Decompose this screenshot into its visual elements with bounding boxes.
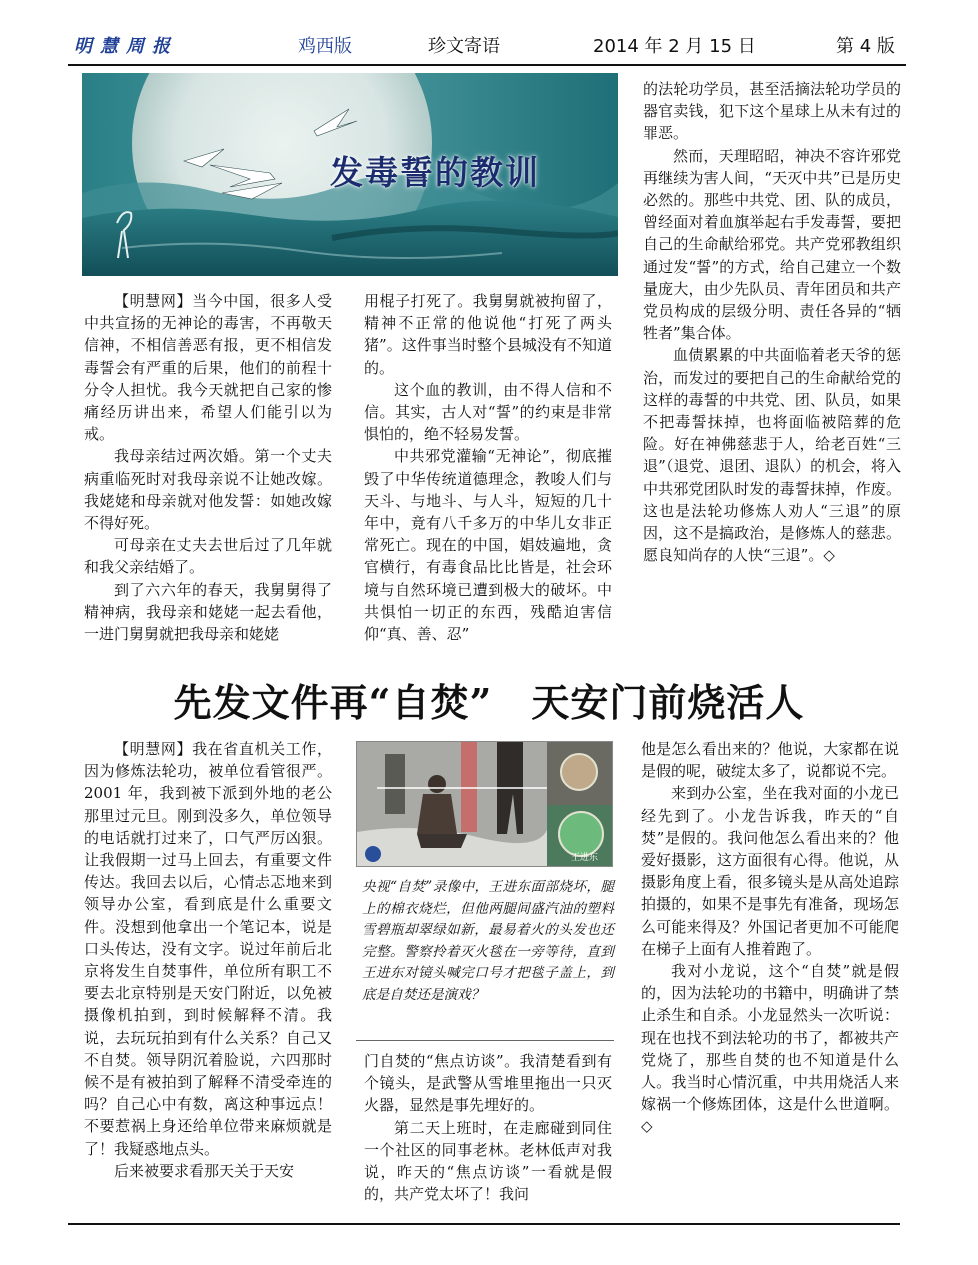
paragraph: 第二天上班时，在走廊碰到同住一个社区的同事老林。老林低声对我说，昨天的“焦点访谈”一看就是假的，共产党太坏了！我问 (364, 1118, 612, 1204)
article2-column-2 (364, 1050, 612, 1205)
page-number: 第 4 版 (836, 36, 895, 57)
edition-label: 鸡西版 (298, 36, 352, 57)
paragraph: 的法轮功学员，甚至活摘法轮功学员的器官卖钱，犯下这个星球上从未有过的罪恶。 (643, 80, 901, 143)
issue-date: 2014 年 2 月 15 日 (593, 36, 756, 57)
section-label: 珍文寄语 (428, 36, 500, 57)
article1-column-3 (643, 78, 901, 566)
paragraph: 这个血的教训，由不得人信和不信。其实，古人对“誓”的约束是非常惧怕的，绝不轻易发誓。 (364, 380, 612, 444)
photo-caption: 央视“自焚”录像中，王进东面部烧坏，腿上的棉衣烧烂，但他两腿间盛汽油的塑料雪碧瓶却翠绿如新，最易着火的头发也还完整。警察拎着灭火毯在一旁等待，直到王进东对镜头喊完口号才把毯子盖上，到底是自焚还是演戏？ (362, 879, 614, 1003)
paragraph: 他是怎么看出来的？他说，大家都在说是假的呢，破绽太多了，说都说不完。 (641, 740, 899, 781)
paragraph: 中共邪党灌输“无神论”，彻底摧毁了中华传统道德理念，教唆人们与天斗、与地斗、与人斗，短短的几十年中，竟有八千多万的中华儿女非正常死亡。现在的中国，娼妓遍地，贪官横行，有毒食品比比皆是，社会环境与自然环境已遭到极大的破坏。中共惧怕一切正的东西，残酷迫害信仰“真、善、忍” (364, 447, 612, 644)
header-rule (68, 64, 906, 66)
newspaper-brand: 明慧周报 (74, 36, 178, 57)
footer-rule (68, 1223, 900, 1225)
paragraph: 【明慧网】我在省直机关工作，因为修炼法轮功，被单位看管很严。2001 年，我到被下派到外地的老公那里过元旦。刚到没多久，单位领导的电话就打过来了，口气严厉凶狠。让我假期一过马上回去，有重要文件传达。我回去以后，心情忐忑地来到领导办公室，看到底是什么重要文件。没想到他拿出一个笔记本，说是口头传达，没有文字。说过年前后北京将发生自焚事件，单位所有职工不要去北京特别是天安门附近，以免被摄像机拍到，到时候解释不清。我说，去玩玩拍到有什么关系？自己又不自焚。领导阴沉着脸说，六四那时候不是有被拍到了解释不清受牵连的吗？自己心中有数，离这种事远点！不要惹祸上身还给单位带来麻烦就是了！我疑惑地点头。 (84, 740, 332, 1158)
paragraph: 我母亲结过两次婚。第一个丈夫病重临死时对我母亲说不让她改嫁。我姥姥和母亲就对他发誓：如她改嫁不得好死。 (84, 447, 332, 533)
article2-column-1 (84, 738, 332, 1182)
caption-divider (356, 1040, 614, 1041)
paragraph: 然而，天理昭昭，神决不容许邪党再继续为害人间，“天灭中共”已是历史必然的。那些中共党、团、队的成员，曾经面对着血旗举起右手发毒誓，要把自己的生命献给邪党。共产党邪教组织通过发“誓”的方式，给自己建立一个数量庞大，由少先队员、青年团员和共产党员构成的层级分明、责任各异的“牺牲者”集合体。 (643, 146, 901, 343)
newspaper-header (68, 30, 906, 64)
paragraph: 可母亲在丈夫去世后过了几年就和我父亲结婚了。 (84, 536, 332, 577)
paragraph: 到了六六年的春天，我舅舅得了精神病，我母亲和姥姥一起去看他，一进门舅舅就把我母亲和姥姥 (84, 580, 332, 644)
paragraph: 后来被要求看那天关于天安 (114, 1161, 295, 1180)
paragraph: 用棍子打死了。我舅舅就被拘留了，精神不正常的他说他“打死了两头猪”。这件事当时整个县城没有不知道的。 (364, 292, 612, 377)
article-banner-image (82, 73, 618, 276)
article2-column-3 (641, 738, 899, 1138)
article2-headline: 先发文件再“自焚” 天安门前烧活人 (173, 680, 805, 725)
photo-name-label: 王进东 (571, 853, 599, 863)
paragraph: 来到办公室，坐在我对面的小龙已经先到了。小龙告诉我，昨天的“自焚”是假的。我问他怎么看出来的？他爱好摄影，这方面很有心得。他说，从摄影角度上看，很多镜头是从高处追踪拍摄的，如果不是事先有准备，现场怎么可能来得及？外国记者更加不可能爬在梯子上面有人推着跑了。 (641, 784, 899, 958)
paragraph: 【明慧网】当今中国，很多人受中共宣扬的无神论的毒害，不再敬天信神，不相信善恶有报，更不相信发毒誓会有严重的后果，他们的前程十分令人担忧。我今天就把自己家的惨痛经历讲出来，希望人们能引以为戒。 (84, 292, 332, 444)
paragraph: 我对小龙说，这个“自焚”就是假的，因为法轮功的书籍中，明确讲了禁止杀生和自杀。小龙显然头一次听说：现在也找不到法轮功的书了，都被共产党烧了，那些自焚的也不知道是什么人。我当时心情沉重，中共用烧活人来嫁祸一个修炼团体，这是什么世道啊。◇ (641, 962, 899, 1136)
self-immolation-footage-still (357, 742, 613, 867)
paragraph: 血债累累的中共面临着老天爷的惩治，而发过的要把自己的生命献给党的这样的毒誓的中共党、团、队员，如果不把毒誓抹掉，也将面临被陪葬的危险。好在神佛慈悲于人，给老百姓“三退”（退党、退团、退队）的机会，将入中共邪党团队时发的毒誓抹掉，作废。这也是法轮功修炼人劝人“三退”的原因，这不是搞政治，是修炼人的慈悲。愿良知尚存的人快“三退”。◇ (643, 346, 901, 565)
article1-column-1 (84, 290, 332, 645)
article1-column-2 (364, 290, 612, 645)
paragraph: 门自焚的“焦点访谈”。我清楚看到有个镜头，是武警从雪堆里拖出一只灭火器，显然是事先埋好的。 (364, 1052, 612, 1115)
article-title: 发毒誓的教训 (330, 153, 540, 192)
news-photo (356, 741, 613, 867)
